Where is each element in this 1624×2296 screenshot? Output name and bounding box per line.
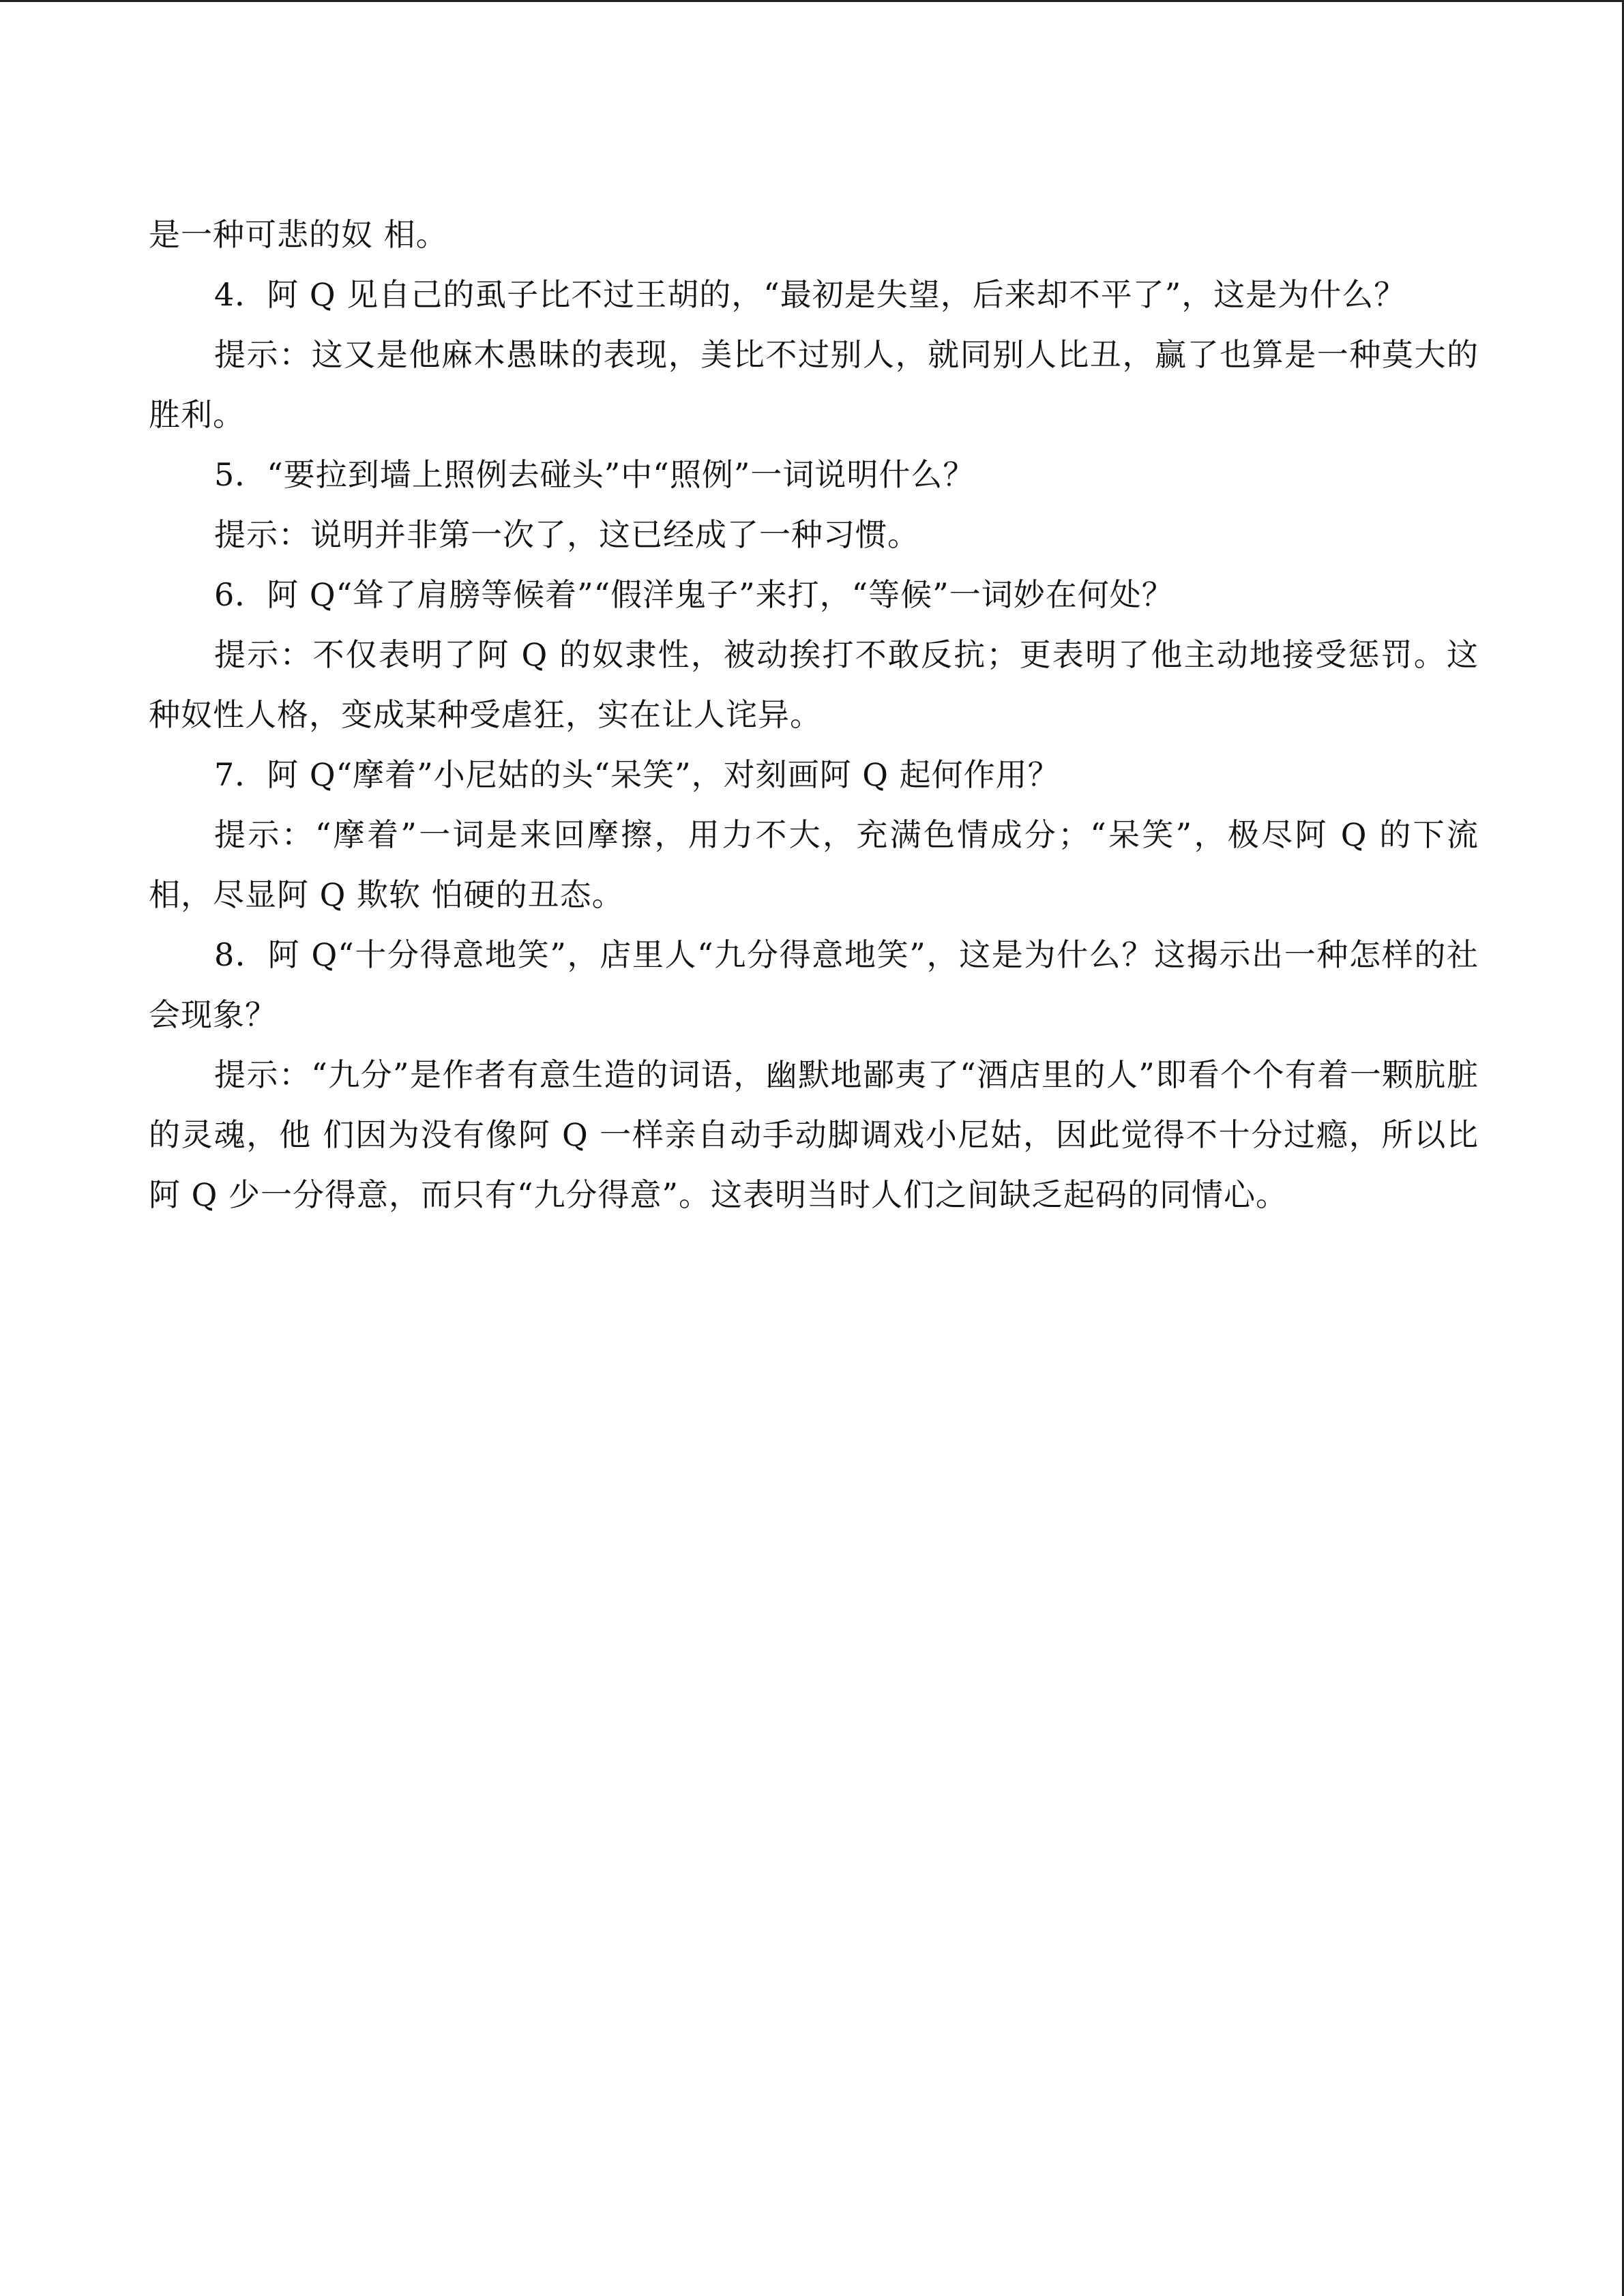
question-5: 5．“要拉到墙上照例去碰头”中“照例”一词说明什么？: [214, 456, 975, 493]
hint-8: 提示：“九分”是作者有意生造的词语，幽默地鄙夷了“酒店里的人”即看个个有着一颗肮脏的灵魂，他 们因为没有像阿 Q 一样亲自动手动脚调戏小尼姑，因此觉得不十分过瘾，所以比阿 Q 少一分得意，而只有“九分得意”。这表明当时人们之间缺乏起码的同情心。: [149, 1056, 1479, 1213]
hint-4: 提示：这又是他麻木愚昧的表现，美比不过别人，就同别人比丑，赢了也算是一种莫大的胜利。: [149, 336, 1479, 433]
question-6: 6．阿 Q“耸了肩膀等候着”“假洋鬼子”来打，“等候”一词妙在何处？: [214, 576, 1174, 613]
hint-7: 提示：“摩着”一词是来回摩擦，用力不大，充满色情成分；“呆笑”，极尽阿 Q 的下流相，尽显阿 Q 欺软 怕硬的丑态。: [149, 816, 1479, 913]
hint-5: 提示：说明并非第一次了，这已经成了一种习惯。: [214, 516, 919, 553]
hint-6: 提示：不仅表明了阿 Q 的奴隶性，被动挨打不敢反抗；更表明了他主动地接受惩罚。这种奴性人格，变成某种受虐狂，实在让人诧异。: [149, 636, 1479, 733]
question-7: 7．阿 Q“摩着”小尼姑的头“呆笑”，对刻画阿 Q 起何作用？: [214, 756, 1060, 793]
question-8: 8．阿 Q“十分得意地笑”，店里人“九分得意地笑”，这是为什么？这揭示出一种怎样的社会现象？: [149, 936, 1479, 1033]
page-top-border: [0, 0, 1624, 2]
paragraph-continuation: 是一种可悲的奴 相。: [149, 216, 448, 253]
question-4: 4．阿 Q 见自己的虱子比不过王胡的，“最初是失望，后来却不平了”，这是为什么？: [214, 276, 1406, 313]
document-body: [149, 205, 1479, 1225]
